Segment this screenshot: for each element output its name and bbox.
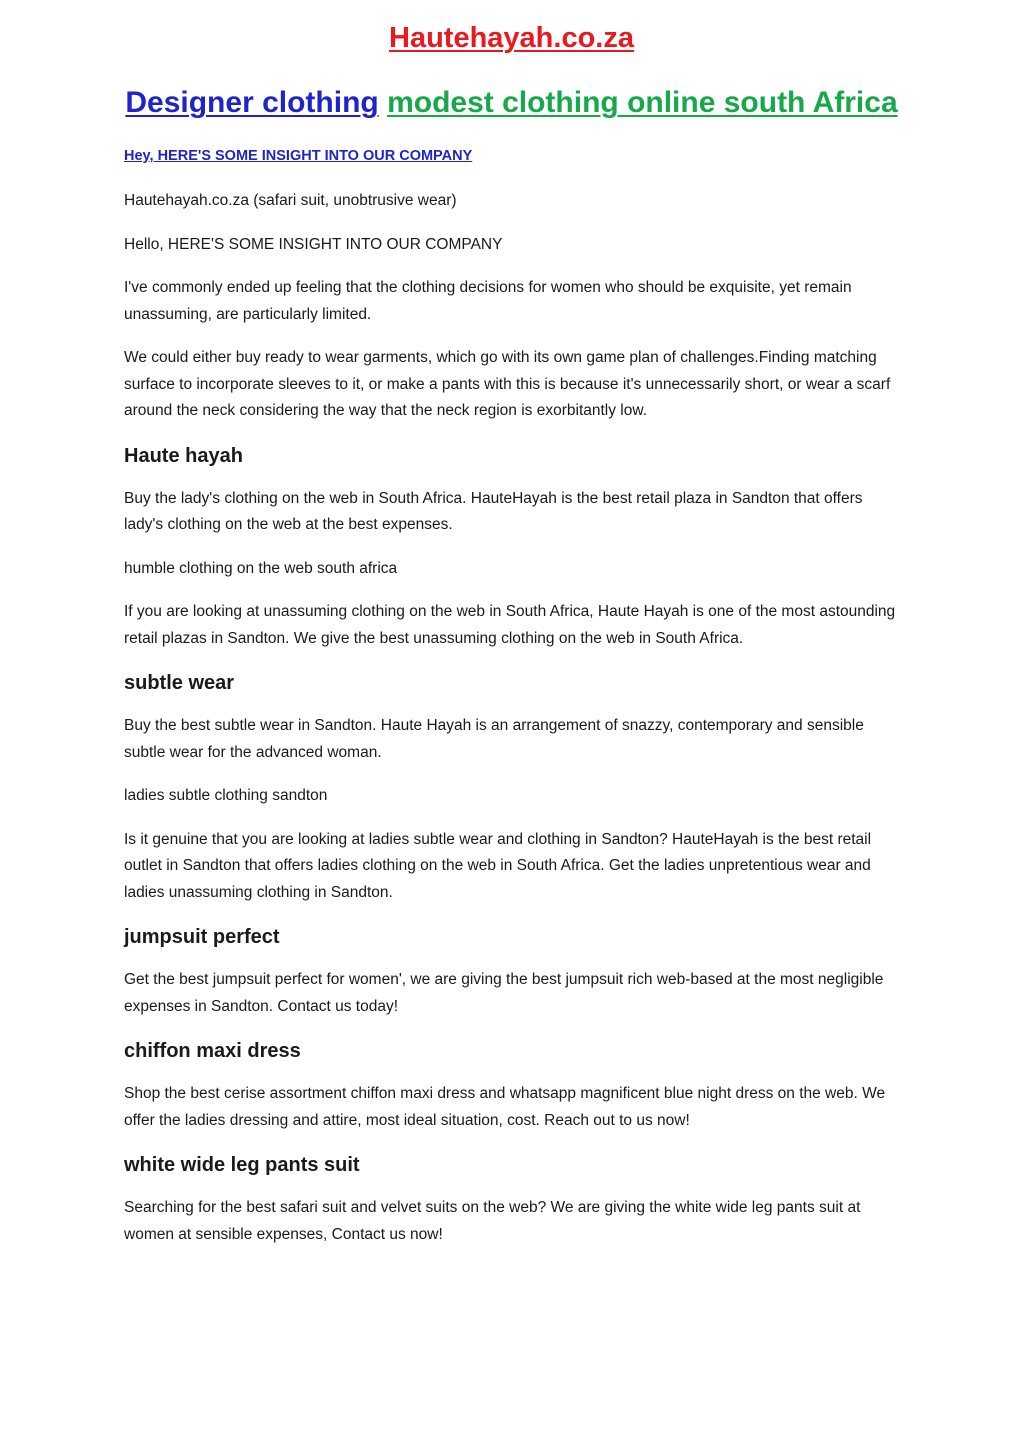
intro-paragraph: Hello, HERE'S SOME INSIGHT INTO OUR COMPANY — [124, 235, 503, 253]
section-paragraph: If you are looking at unassuming clothing on the web in South Africa, Haute Hayah is one of the most astounding retail plazas in Sandton. We give the best unassuming clothing on the web in South Africa. — [124, 603, 896, 647]
intro-paragraph: I've commonly ended up feeling that the clothing decisions for women who should be exquisite, yet remain unassuming, are particularly limited. — [124, 279, 852, 323]
section-heading-jumpsuit-perfect: jumpsuit perfect — [124, 926, 280, 948]
section-paragraph: Buy the best subtle wear in Sandton. Haute Hayah is an arrangement of snazzy, contemporary and sensible subtle wear for the advanced woman. — [124, 717, 864, 761]
intro-paragraph: Hautehayah.co.za (safari suit, unobtrusive wear) — [124, 192, 457, 209]
section-heading-white-wide-leg-pants-suit: white wide leg pants suit — [124, 1154, 360, 1176]
section-paragraph: Is it genuine that you are looking at ladies subtle wear and clothing in Sandton? HauteHayah is the best retail outlet in Sandton that offers ladies clothing on the web in South Africa. Get the ladies unpretentious wear and ladies unassuming clothing in Sandton. — [124, 830, 872, 901]
article-body — [124, 145, 904, 1265]
section-heading-haute-hayah: Haute hayah — [124, 444, 243, 467]
section-paragraph: ladies subtle clothing sandton — [124, 787, 328, 804]
company-insight-link[interactable]: Hey, HERE'S SOME INSIGHT INTO OUR COMPANY — [124, 148, 473, 164]
modest-clothing-link[interactable]: modest clothing online south Africa — [387, 86, 898, 119]
section-paragraph: Searching for the best safari suit and velvet suits on the web? We are giving the white wide leg pants suit at women at sensible expenses, Contact us now! — [124, 1199, 861, 1243]
site-title — [0, 18, 1023, 58]
section-heading-chiffon-maxi-dress: chiffon maxi dress — [124, 1040, 301, 1062]
section-paragraph: Buy the lady's clothing on the web in South Africa. HauteHayah is the best retail plaza in Sandton that offers lady's clothing on the web at the best expenses. — [124, 489, 863, 533]
tagline — [0, 82, 1023, 124]
section-paragraph: humble clothing on the web south africa — [124, 559, 398, 577]
site-title-link[interactable]: Hautehayah.co.za — [389, 22, 634, 54]
section-paragraph: Get the best jumpsuit perfect for women', we are giving the best jumpsuit rich web-based at the most negligible expenses in Sandton. Contact us today! — [124, 971, 884, 1015]
intro-paragraph: We could either buy ready to wear garments, which go with its own game plan of challenges.Finding matching surface to incorporate sleeves to it, or make a pants with this is because it's unnecessarily short, or wear a scarf around the neck considering the way that the neck region is exorbitantly low. — [124, 349, 891, 419]
section-paragraph: Shop the best cerise assortment chiffon maxi dress and whatsapp magnificent blue night dress on the web. We offer the ladies dressing and attire, most ideal situation, cost. Reach out to us now! — [124, 1085, 886, 1129]
section-heading-subtle-wear: subtle wear — [124, 672, 235, 694]
designer-clothing-link[interactable]: Designer clothing — [125, 86, 379, 119]
